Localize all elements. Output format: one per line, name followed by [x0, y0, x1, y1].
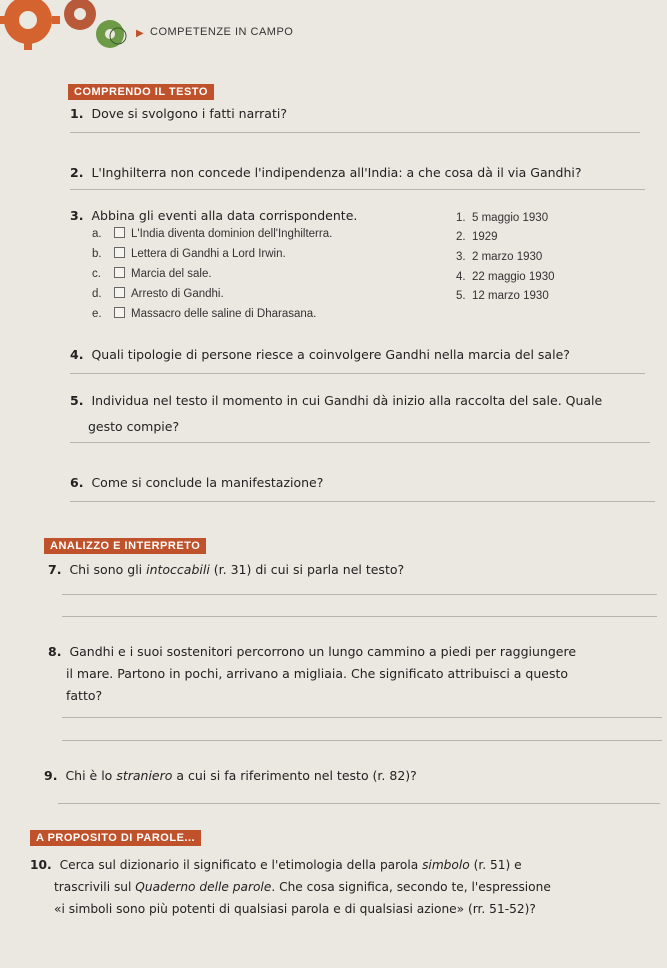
- gears-icon: [0, 0, 160, 52]
- question-text: Individua nel testo il momento in cui Gandhi dà inizio alla raccolta del sale. Quale: [91, 393, 603, 408]
- question-number: 6.: [70, 475, 84, 490]
- event-text: Massacro delle saline di Dharasana.: [131, 308, 317, 320]
- checkbox[interactable]: [114, 287, 125, 298]
- question-3: [70, 205, 357, 227]
- question-8-cont: fatto?: [66, 688, 103, 703]
- competenze-label: COMPETENZE IN CAMPO: [150, 26, 294, 38]
- question-text-italic: straniero: [116, 768, 173, 783]
- question-6: [70, 472, 323, 494]
- question-10: [30, 854, 522, 876]
- date-item: [456, 251, 542, 263]
- date-item: [456, 290, 549, 302]
- event-text: Lettera di Gandhi a Lord Irwin.: [131, 248, 286, 260]
- date-text: 5 maggio 1930: [472, 212, 549, 224]
- question-8: [48, 641, 576, 663]
- question-text-post: (r. 51) e: [469, 858, 522, 872]
- event-letter: d.: [92, 288, 102, 300]
- question-text: Come si conclude la manifestazione?: [91, 475, 324, 490]
- section-proposito: A PROPOSITO DI PAROLE...: [30, 830, 201, 846]
- answer-line[interactable]: [62, 740, 662, 741]
- question-text-italic: Quaderno delle parole: [135, 880, 272, 894]
- play-arrow-icon: ▶: [136, 28, 144, 39]
- event-item: [92, 267, 212, 280]
- section-analizzo: ANALIZZO E INTERPRETO: [44, 538, 206, 554]
- date-text: 1929: [472, 231, 498, 243]
- question-number: 3.: [70, 208, 84, 223]
- question-text-italic: simbolo: [422, 858, 470, 872]
- question-text-pre: Chi sono gli: [69, 562, 147, 577]
- date-number: 2.: [456, 231, 466, 243]
- question-text: L'Inghilterra non concede l'indipendenza all'India: a che cosa dà il via Gandhi?: [91, 165, 582, 180]
- question-text-pre: trascrivili sul: [54, 880, 136, 894]
- question-5: [70, 390, 602, 412]
- event-item: [92, 287, 224, 300]
- date-text: 22 maggio 1930: [472, 271, 555, 283]
- date-number: 4.: [456, 271, 466, 283]
- answer-line[interactable]: [58, 803, 660, 804]
- section-comprendo: COMPRENDO IL TESTO: [68, 84, 214, 100]
- event-text: Marcia del sale.: [131, 268, 212, 280]
- question-number: 10.: [30, 858, 52, 872]
- answer-line[interactable]: [70, 501, 655, 502]
- question-number: 8.: [48, 644, 62, 659]
- answer-line[interactable]: [62, 594, 657, 595]
- event-item: [92, 227, 332, 240]
- question-10-cont: [54, 876, 551, 898]
- question-text: Dove si svolgono i fatti narrati?: [91, 106, 287, 121]
- question-number: 5.: [70, 393, 84, 408]
- answer-line[interactable]: [62, 616, 657, 617]
- question-1: [70, 103, 287, 125]
- event-text: Arresto di Gandhi.: [131, 288, 224, 300]
- question-number: 2.: [70, 165, 84, 180]
- event-letter: b.: [92, 248, 102, 260]
- event-letter: c.: [92, 268, 101, 280]
- question-text-pre: Cerca sul dizionario il significato e l'etimologia della parola: [59, 858, 423, 872]
- checkbox[interactable]: [114, 247, 125, 258]
- answer-line[interactable]: [70, 442, 650, 443]
- question-text: Abbina gli eventi alla data corrispondente.: [91, 208, 358, 223]
- question-7: [48, 559, 404, 581]
- checkbox[interactable]: [114, 227, 125, 238]
- date-number: 5.: [456, 290, 466, 302]
- event-text: L'India diventa dominion dell'Inghilterra.: [131, 228, 333, 240]
- question-text-pre: Chi è lo: [65, 768, 117, 783]
- date-item: [456, 231, 498, 243]
- question-9: [44, 765, 417, 787]
- question-text: Gandhi e i suoi sostenitori percorrono un lungo cammino a piedi per raggiungere: [69, 644, 577, 659]
- date-number: 3.: [456, 251, 466, 263]
- question-8-cont: il mare. Partono in pochi, arrivano a migliaia. Che significato attribuisci a questo: [66, 666, 569, 681]
- checkbox[interactable]: [114, 307, 125, 318]
- answer-line[interactable]: [62, 717, 662, 718]
- question-text-post: (r. 31) di cui si parla nel testo?: [209, 562, 405, 577]
- date-text: 12 marzo 1930: [472, 290, 549, 302]
- question-number: 4.: [70, 347, 84, 362]
- question-number: 9.: [44, 768, 58, 783]
- answer-line[interactable]: [70, 189, 645, 190]
- question-number: 7.: [48, 562, 62, 577]
- answer-line[interactable]: [70, 132, 640, 133]
- date-text: 2 marzo 1930: [472, 251, 543, 263]
- event-item: [92, 307, 316, 320]
- question-4: [70, 344, 570, 366]
- question-2: [70, 162, 582, 184]
- event-letter: e.: [92, 308, 102, 320]
- question-10-cont: «i simboli sono più potenti di qualsiasi parola e di qualsiasi azione» (rr. 51-52)?: [54, 902, 536, 916]
- question-text: Quali tipologie di persone riesce a coinvolgere Gandhi nella marcia del sale?: [91, 347, 570, 362]
- checkbox[interactable]: [114, 267, 125, 278]
- answer-line[interactable]: [70, 373, 645, 374]
- question-5-cont: gesto compie?: [88, 419, 180, 434]
- event-item: [92, 247, 286, 260]
- event-letter: a.: [92, 228, 102, 240]
- question-number: 1.: [70, 106, 84, 121]
- question-text-post: . Che cosa significa, secondo te, l'espressione: [271, 880, 551, 894]
- date-number: 1.: [456, 212, 466, 224]
- question-text-italic: intoccabili: [146, 562, 210, 577]
- question-text-post: a cui si fa riferimento nel testo (r. 82)?: [172, 768, 417, 783]
- date-item: [456, 212, 548, 224]
- date-item: [456, 271, 554, 283]
